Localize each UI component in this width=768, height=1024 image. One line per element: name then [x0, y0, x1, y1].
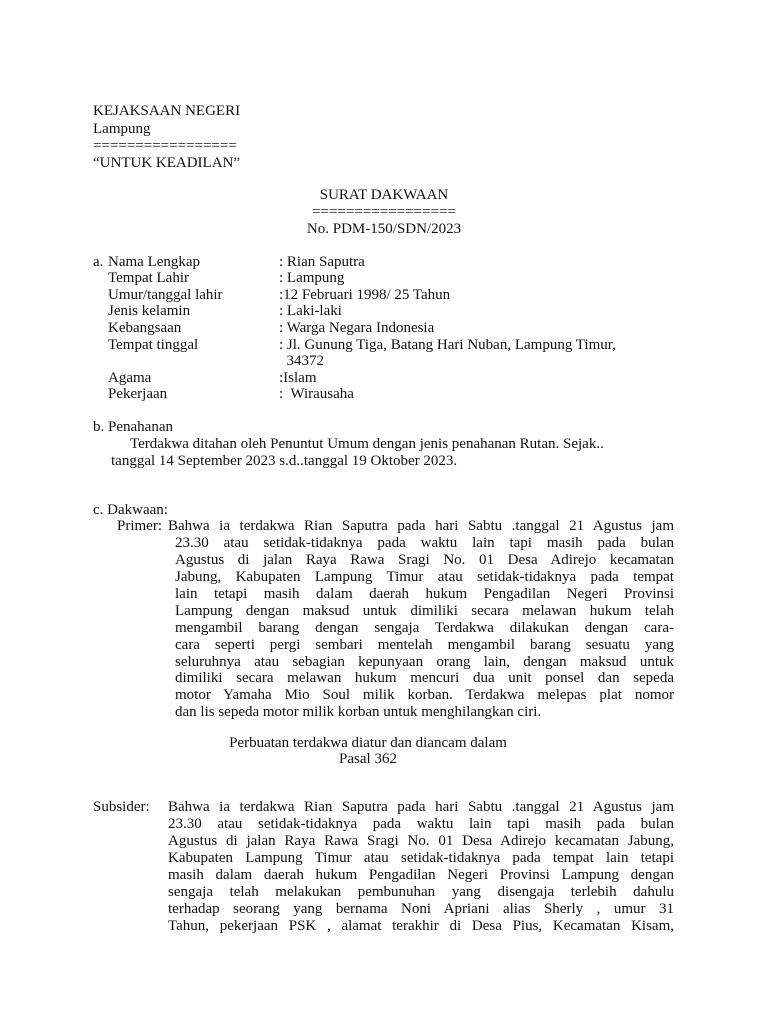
identity-value: :Islam	[279, 370, 317, 386]
identity-value: 34372	[279, 353, 324, 369]
identity-value: : Jl. Gunung Tiga, Batang Hari Nuban, Lampung Timur,	[279, 337, 616, 353]
identity-value: : Lampung	[279, 270, 345, 286]
paragraph-line: Agustus di jalan Raya Rawa Sragi No. 01 Desa Adirejo kecamatan	[175, 552, 674, 568]
charges-heading: c. Dakwaan:	[93, 502, 168, 518]
paragraph-line: dan lis sepeda motor milik korban untuk menghilangkan ciri.	[175, 704, 542, 720]
subsidiary-label: Subsider:	[93, 799, 150, 815]
paragraph-line: cara seperti pergi sembari mentelah mengambil barang sesuatu yang	[175, 637, 674, 653]
identity-label: Agama	[108, 370, 152, 386]
identity-label: Tempat Lahir	[108, 270, 189, 286]
identity-label: Kebangsaan	[108, 320, 182, 336]
paragraph-line: dimiliki secara melawan hukum mencuri dua unit ponsel dan sepeda	[175, 670, 674, 686]
detention-text: Terdakwa ditahan oleh Penuntut Umum dengan jenis penahanan Rutan. Sejak..	[130, 436, 604, 452]
paragraph-line: Jabung, Kabupaten Lampung Timur atau setidak-tidaknya pada tempat	[175, 569, 674, 585]
title-rule: =================	[312, 204, 456, 220]
document-title: SURAT DAKWAAN	[319, 187, 449, 203]
paragraph-line: masih dalam daerah hukum Pengadilan Negeri Provinsi Lampung dengan	[168, 867, 674, 883]
paragraph-line: seluruhnya atau sebagian kepunyaan orang lain, dengan maksud untuk	[175, 654, 674, 670]
office-region: Lampung	[93, 121, 151, 137]
paragraph-line: Kabupaten Lampung Timur atau setidak-tidaknya pada tempat lain tetapi	[168, 850, 674, 866]
identity-label: Jenis kelamin	[108, 303, 191, 319]
identity-label: Pekerjaan	[108, 386, 168, 402]
paragraph-line: Lampung dengan maksud untuk dimiliki secara melawan hukum telah	[175, 603, 674, 619]
office-motto: “UNTUK KEADILAN”	[93, 155, 241, 171]
identity-label: Tempat tinggal	[108, 337, 199, 353]
paragraph-line: Bahwa ia terdakwa Rian Saputra pada hari Sabtu .tanggal 21 Agustus jam	[168, 518, 674, 534]
paragraph-line: terhadap seorang yang bernama Noni Apriani alias Sherly , umur 31	[168, 901, 674, 917]
identity-value: : Wirausaha	[279, 386, 354, 402]
identity-value: : Laki-laki	[279, 303, 342, 319]
regulation-text: Perbuatan terdakwa diatur dan diancam dalam	[229, 735, 507, 751]
identity-value: :12 Februari 1998/ 25 Tahun	[279, 287, 451, 303]
paragraph-line: mengambil barang dengan sengaja Terdakwa dilakukan dengan cara-	[175, 620, 674, 636]
identity-value: : Warga Negara Indonesia	[279, 320, 435, 336]
office-name: KEJAKSAAN NEGERI	[93, 103, 241, 119]
identity-label: Nama Lengkap	[108, 254, 201, 270]
identity-value: : Rian Saputra	[279, 254, 365, 270]
regulation-article: Pasal 362	[339, 751, 397, 767]
paragraph-line: lain tetapi masih dalam daerah hukum Pengadilan Negeri Provinsi	[175, 586, 674, 602]
primary-label: Primer:	[117, 518, 162, 534]
detention-heading: b. Penahanan	[93, 419, 173, 435]
paragraph-line: Bahwa ia terdakwa Rian Saputra pada hari Sabtu .tanggal 21 Agustus jam	[168, 799, 674, 815]
paragraph-line: Tahun, pekerjaan PSK , alamat terakhir di Desa Pius, Kecamatan Kisam,	[168, 918, 674, 934]
document-number: No. PDM-150/SDN/2023	[306, 221, 462, 237]
identity-prefix: a.	[93, 254, 104, 270]
detention-text: tanggal 14 September 2023 s.d..tanggal 19 Oktober 2023.	[111, 453, 458, 469]
paragraph-line: 23.30 atau setidak-tidaknya pada waktu lain tapi masih pada bulan	[168, 816, 674, 832]
identity-label: Umur/tanggal lahir	[108, 287, 223, 303]
paragraph-line: 23.30 atau setidak-tidaknya pada waktu lain tapi masih pada bulan	[175, 535, 674, 551]
paragraph-line: Agustus di jalan Raya Rawa Sragi No. 01 Desa Adirejo kecamatan Jabung,	[168, 833, 674, 849]
paragraph-line: motor Yamaha Mio Soul milik korban. Terdakwa melepas plat nomor	[175, 687, 674, 703]
header-rule: =================	[93, 138, 237, 154]
paragraph-line: sengaja telah melakukan pembunuhan yang disengaja terlebih dahulu	[168, 884, 674, 900]
